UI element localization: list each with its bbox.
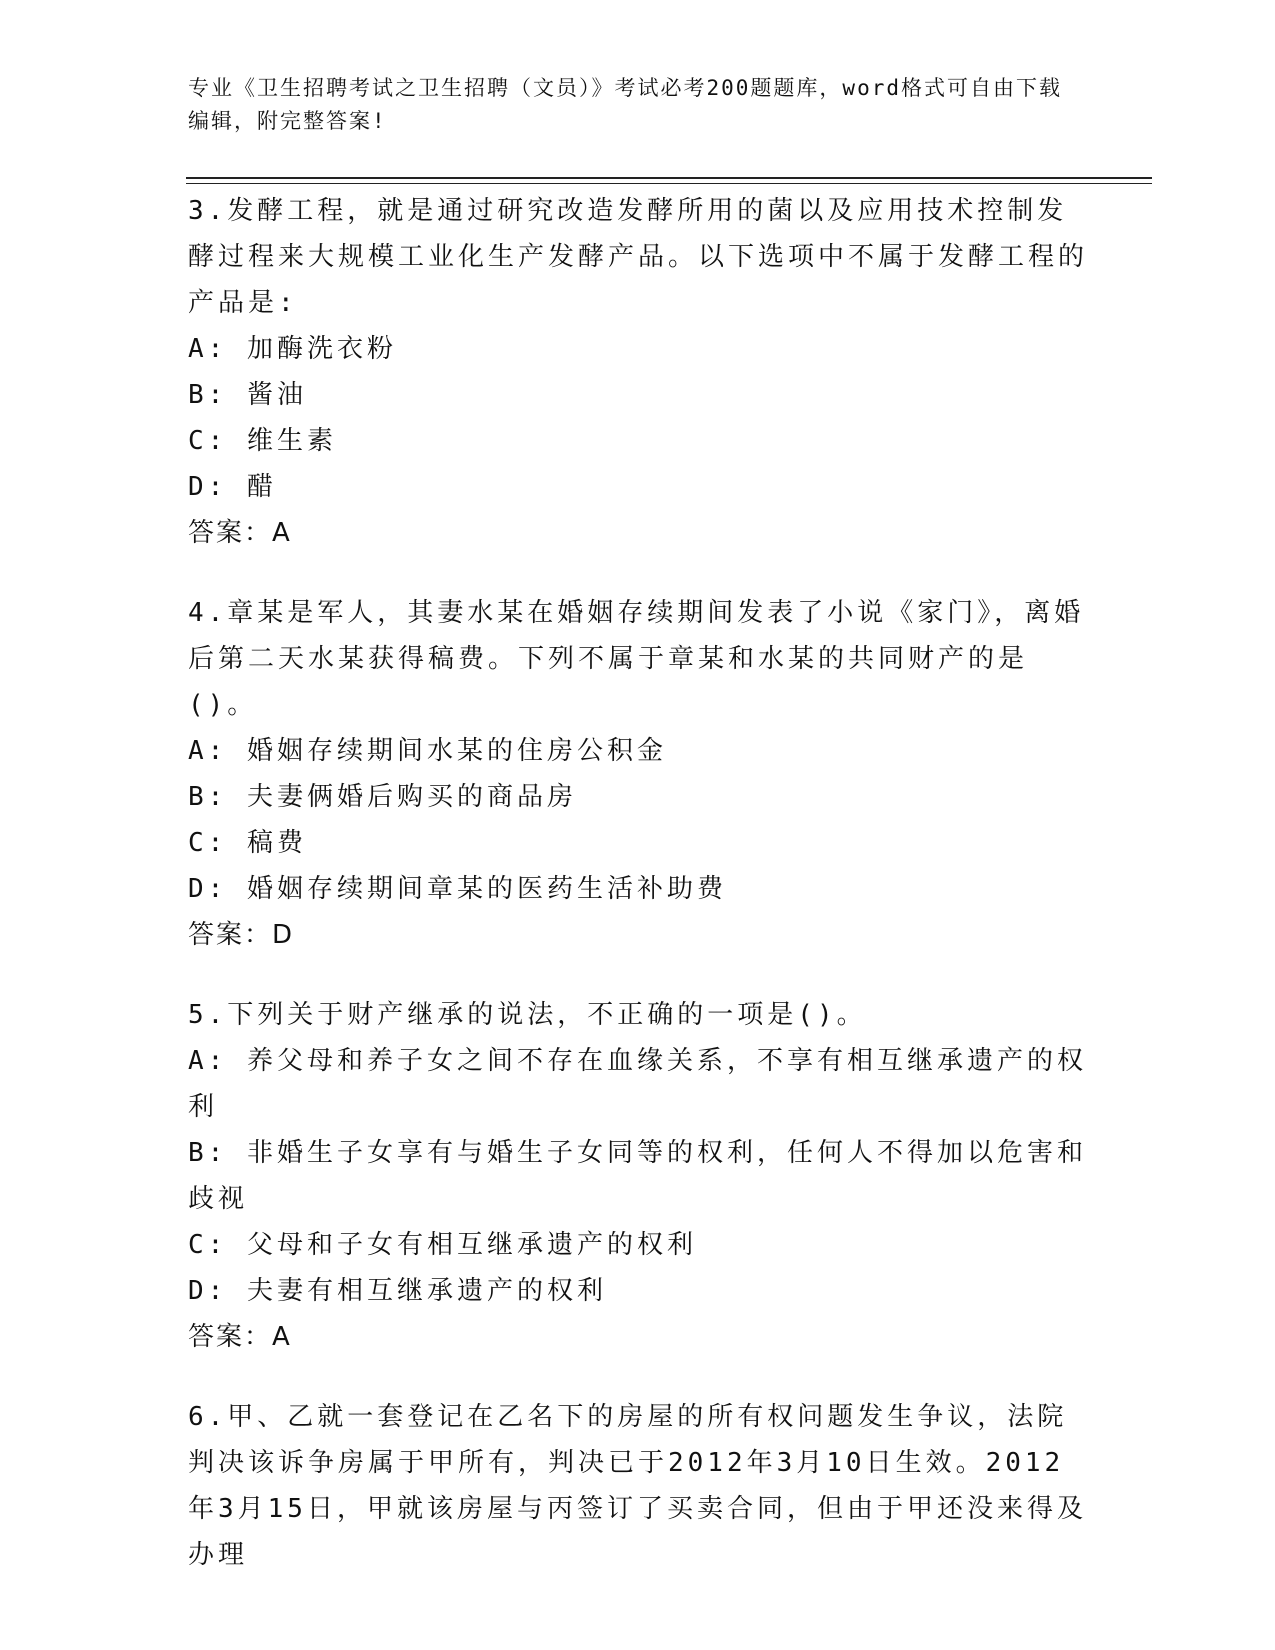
- answer-line: [188, 510, 1088, 556]
- question-4: [188, 590, 1088, 958]
- question-stem: 3.发酵工程，就是通过研究改造发酵所用的菌以及应用技术控制发酵过程来大规模工业化生产发酵产品。以下选项中不属于发酵工程的产品是:: [188, 196, 1089, 318]
- answer-line: [188, 912, 1088, 958]
- option-a: A: 养父母和养子女之间不存在血缘关系，不享有相互继承遗产的权利: [188, 1046, 1087, 1122]
- document-header: 专业《卫生招聘考试之卫生招聘（文员）》考试必考200题题库，word格式可自由下载编辑，附完整答案!: [188, 76, 1062, 133]
- option-a: A: 加酶洗衣粉: [188, 334, 397, 364]
- question-6: [188, 1394, 1088, 1578]
- question-5: [188, 992, 1088, 1360]
- header-divider-thin: [186, 183, 1152, 184]
- option-a: A: 婚姻存续期间水某的住房公积金: [188, 736, 667, 766]
- question-stem: 4.章某是军人，其妻水某在婚姻存续期间发表了小说《家门》，离婚后第二天水某获得稿费。下列不属于章某和水某的共同财产的是()。: [188, 598, 1085, 720]
- answer-label: 答案：: [188, 1322, 273, 1352]
- answer-value: A: [272, 1322, 290, 1352]
- answer-label: 答案：: [188, 920, 273, 950]
- question-list: [188, 188, 1088, 1612]
- option-c: C: 维生素: [188, 426, 337, 456]
- header-divider-thick: [186, 177, 1152, 179]
- option-b: B: 酱油: [188, 380, 307, 410]
- option-d: D: 醋: [188, 472, 277, 502]
- option-c: C: 稿费: [188, 828, 307, 858]
- option-c: C: 父母和子女有相互继承遗产的权利: [188, 1230, 697, 1260]
- option-d: D: 婚姻存续期间章某的医药生活补助费: [188, 874, 727, 904]
- option-d: D: 夫妻有相互继承遗产的权利: [188, 1276, 607, 1306]
- answer-label: 答案：: [188, 518, 273, 548]
- question-3: [188, 188, 1088, 556]
- answer-value: D: [272, 920, 293, 950]
- option-b: B: 非婚生子女享有与婚生子女同等的权利，任何人不得加以危害和歧视: [188, 1138, 1087, 1214]
- question-stem: 5.下列关于财产继承的说法，不正确的一项是()。: [188, 1000, 867, 1030]
- answer-value: A: [272, 518, 290, 548]
- answer-line: [188, 1314, 1088, 1360]
- option-b: B: 夫妻俩婚后购买的商品房: [188, 782, 577, 812]
- question-stem: 6.甲、乙就一套登记在乙名下的房屋的所有权问题发生争议，法院判决该诉争房属于甲所有，判决已于2012年3月10日生效。2012年3月15日，甲就该房屋与丙签订了买卖合同，但由于甲还没来得及办理: [188, 1402, 1087, 1570]
